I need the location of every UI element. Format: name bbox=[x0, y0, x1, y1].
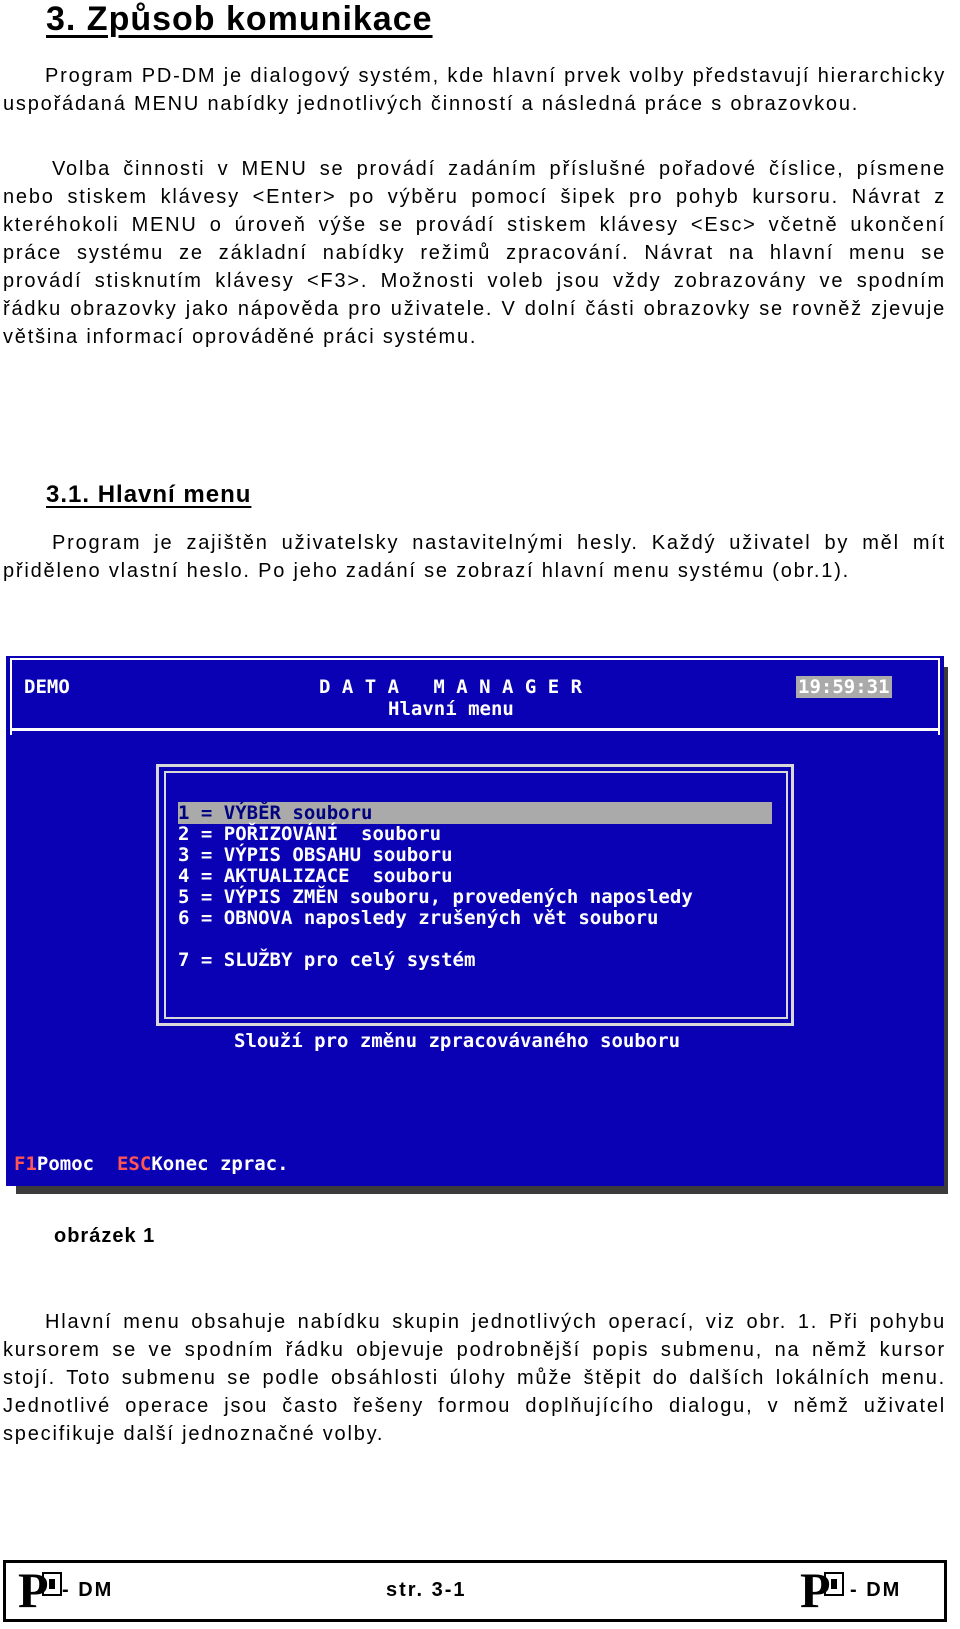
menu-item-vyber[interactable]: 1 = VÝBĚR souboru bbox=[178, 802, 772, 824]
status-bar bbox=[14, 1153, 289, 1175]
page-number: str. 3-1 bbox=[386, 1579, 467, 1601]
paragraph-intro: Program PD-DM je dialogový systém, kde hlavní prvek volby představují hierarchicky uspořádaná MENU nabídky jednotlivých činností a následná práce s obrazovkou. bbox=[3, 65, 946, 115]
esc-key[interactable]: ESC bbox=[116, 1153, 152, 1175]
menu-item-porizovani[interactable]: 2 = POŘIZOVÁNÍ souboru bbox=[178, 823, 442, 845]
paragraph-controls: Volba činnosti v MENU se provádí zadáním příslušné pořadové číslice, písmene nebo stiskem klávesy <Enter> po výběru pomocí šipek pro pohyb kursoru. Návrat z kteréhokoli MENU o úroveň výše se provádí stiskem klávesy <Esc> včetně ukončení práce systému ze základní nabídky režimů zpracování. Návrat na hlavní menu se provádí stisknutím klávesy <F3>. Možnosti voleb jsou vždy zobrazovány ve spodním řádku obrazovky jako nápověda pro uživatele. V dolní části obrazovky se rovněž zjevuje většina informací oprováděné práci systému. bbox=[3, 158, 946, 348]
hint-line: Slouží pro změnu zpracovávaného souboru bbox=[234, 1030, 681, 1052]
menu-item-aktualizace[interactable]: 4 = AKTUALIZACE souboru bbox=[178, 865, 453, 887]
workspace-label: DEMO bbox=[24, 676, 70, 698]
menu-item-obnova[interactable]: 6 = OBNOVA naposledy zrušených vět souboru bbox=[178, 907, 659, 929]
footer-left-label: - DM bbox=[62, 1579, 114, 1601]
menu-title: Hlavní menu bbox=[388, 698, 514, 720]
esc-label: Konec zprac. bbox=[151, 1153, 289, 1175]
footer-right-label: - DM bbox=[850, 1579, 902, 1601]
figure-caption: obrázek 1 bbox=[54, 1225, 156, 1247]
page-footer bbox=[3, 1560, 947, 1622]
section-heading: 3.1. Hlavní menu bbox=[46, 481, 252, 508]
f1-label: Pomoc bbox=[36, 1153, 95, 1175]
page-title: 3. Způsob komunikace bbox=[46, 0, 433, 38]
pd-logo-right: P bbox=[800, 1571, 852, 1615]
paragraph-main-menu: Program je zajištěn uživatelsky nastavitelnými hesly. Každý uživatel by měl mít přiděleno vlastní heslo. Po jeho zadání se zobrazí hlavní menu systému (obr.1). bbox=[3, 532, 946, 582]
dos-screenshot bbox=[6, 656, 944, 1186]
header-divider bbox=[10, 728, 940, 731]
app-title: D A T A M A N A G E R bbox=[319, 676, 583, 698]
menu-item-vypis-obsahu[interactable]: 3 = VÝPIS OBSAHU souboru bbox=[178, 844, 453, 866]
clock: 19:59:31 bbox=[798, 676, 890, 698]
logo-mark-icon bbox=[822, 1571, 852, 1601]
pd-logo-left: P bbox=[18, 1571, 70, 1615]
menu-item-sluzby[interactable]: 7 = SLUŽBY pro celý systém bbox=[178, 949, 476, 971]
menu-item-vypis-zmen[interactable]: 5 = VÝPIS ZMĚN souboru, provedených naposledy bbox=[178, 886, 693, 908]
f1-key[interactable]: F1 bbox=[14, 1153, 37, 1175]
paragraph-menu-description: Hlavní menu obsahuje nabídku skupin jednotlivých operací, viz obr. 1. Při pohybu kursorem se ve spodním řádku objevuje podrobnější popis submenu, na němž kursor stojí. Toto submenu se podle obsáhlosti úlohy může štěpit do dalších lokálních menu. Jednotlivé operace jsou často řešeny formou doplňujícího dialogu, v němž uživatel specifikuje další jednoznačné volby. bbox=[3, 1311, 946, 1445]
